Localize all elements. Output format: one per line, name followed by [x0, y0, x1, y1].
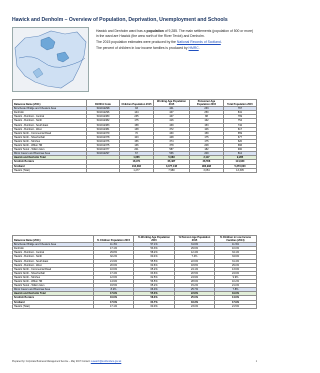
contact-email-link[interactable]: research@scotborders.gov.uk [90, 361, 122, 363]
table-cell: 587 [154, 148, 190, 152]
table-cell: 28.6% [175, 280, 215, 284]
row-label: Hawick and Denholm Total [13, 292, 94, 296]
table-cell: 22.6% [175, 259, 215, 263]
table-cell: 12.4% [175, 251, 215, 255]
table-cell: 1,665 [120, 156, 154, 160]
table-cell: 983,998 [190, 164, 224, 168]
table-cell: 7.4% [175, 255, 215, 259]
table-cell: 14.9% [94, 280, 134, 284]
table-cell: 175 [190, 139, 224, 143]
ward-map-svg [13, 28, 88, 91]
ward-map-image [12, 27, 89, 92]
table-cell: 9.9% [215, 275, 257, 279]
table-cell: 12.6% [94, 275, 134, 279]
row-label: Minto Cavers and Boonraw Area [13, 152, 87, 156]
column-header: Children Population 2015 [120, 100, 154, 107]
table-cell: 62.5% [134, 275, 175, 279]
table-cell: 536 [154, 152, 190, 156]
table-cell: 60.4% [134, 255, 175, 259]
table-cell: 24.9% [175, 275, 215, 279]
table-cell [87, 168, 120, 172]
population-table-body [13, 107, 257, 173]
table-cell: S01012296 [87, 111, 120, 115]
column-header: Working Age Population 2015 [154, 100, 190, 107]
table-cell: 21.5% [215, 304, 257, 308]
intro-text [96, 29, 256, 52]
table-cell: 22.8% [175, 292, 215, 296]
table-cell: 19.5% [94, 284, 134, 288]
percentage-table-body [13, 243, 257, 309]
table-cell: 841 [224, 111, 257, 115]
table-cell: 430 [154, 131, 190, 135]
table-cell: 21.9% [94, 259, 134, 263]
table-cell: S01012297 [87, 152, 120, 156]
intro-source-paragraph [96, 40, 256, 45]
table-cell: 17.1% [94, 304, 134, 308]
intro-hmrc-paragraph [96, 46, 256, 51]
row-label: Bonchester Bridge and Chesters Area [13, 243, 94, 247]
row-label: Hawick North - Commercial Road [13, 267, 94, 271]
table-cell: 18.3% [175, 300, 215, 304]
intro-p1-pre: Hawick and Denholm ward has a [96, 29, 147, 33]
table-cell: 64.7% [134, 300, 175, 304]
footer-text: Prepared by: Corporate Business Management Service – May 2017 Contact: [12, 361, 91, 363]
table-cell: 17.0% [94, 300, 134, 304]
row-label: Scotland [13, 164, 87, 168]
table-cell: 58.2% [134, 251, 175, 255]
column-header: Datazone Name (2011) [13, 100, 87, 107]
table-cell: 208 [190, 144, 224, 148]
table-cell: 70 [120, 131, 154, 135]
row-label: Hawick North - Wilton Hill [13, 280, 94, 284]
table-cell: S01012383 [87, 123, 120, 127]
table-cell: 34.1% [215, 251, 257, 255]
table-cell: 659 [224, 131, 257, 135]
table-cell: 60.0% [134, 304, 175, 308]
table-cell: S01012380 [87, 115, 120, 119]
table-cell: 10.6% [94, 267, 134, 271]
row-label: Hawick - Burnfoot - Central [13, 251, 94, 255]
table-cell: 136 [120, 144, 154, 148]
nrs-link[interactable]: National Records of Scotland [176, 39, 221, 44]
percentage-table-header [13, 236, 257, 243]
table-cell: 28,558 [190, 160, 224, 164]
intro-p2-pre: The 2015 population estimates were produced by the [96, 39, 177, 44]
table-cell: 7,980 [154, 168, 190, 172]
hawick-total-row [13, 304, 257, 308]
row-label: Hawick North - Commercial Road [13, 131, 87, 135]
table-cell: 372 [154, 127, 190, 131]
table-cell: 65.2% [134, 267, 175, 271]
row-label: Hawick - Burnfoot - West [13, 263, 94, 267]
table-cell: S01012376 [87, 139, 120, 143]
table-cell: 441 [154, 107, 190, 111]
table-cell: 153 [190, 123, 224, 127]
table-cell: 812 [224, 152, 257, 156]
table-cell: 14.6% [215, 296, 257, 300]
table-cell: 900 [224, 148, 257, 152]
row-label: Minto Cavers and Boonraw Area [13, 288, 94, 292]
table-cell: 8.2% [94, 288, 134, 292]
table-cell: 769 [224, 115, 257, 119]
row-label: Denholm [13, 111, 87, 115]
row-label: Hawick North - Silverbuthall [13, 135, 87, 139]
row-label: Hawick Teviot - Wilton Glen [13, 148, 87, 152]
table-cell: 175 [120, 119, 154, 123]
page-number: 1 [255, 361, 257, 363]
row-label: Hawick - Burnfoot - South East [13, 259, 94, 263]
table-cell: 447 [154, 111, 190, 115]
table-cell: 114,030 [224, 160, 257, 164]
row-label: Hawick North - Stirches [13, 139, 87, 143]
table-cell: 156 [120, 139, 154, 143]
table-cell: 5,373,000 [224, 164, 257, 168]
table-cell: 32.2% [94, 255, 134, 259]
table-cell: 20.5% [175, 271, 215, 275]
table-cell: 11.3% [94, 243, 134, 247]
row-label: Hawick and Denholm Total [13, 156, 87, 160]
intro-p3-pre: The percent of children in low income families is produced by [96, 45, 189, 50]
table-cell: 23.0% [175, 304, 215, 308]
table-cell: 66.0% [134, 288, 175, 292]
table-cell: 742 [224, 123, 257, 127]
table-cell: 21.0% [215, 284, 257, 288]
table-cell: 24.6% [215, 271, 257, 275]
table-cell: S01012378 [87, 135, 120, 139]
row-label: Scotland [13, 300, 94, 304]
table-cell: 754 [224, 119, 257, 123]
row-label: Hawick North - Stirches [13, 275, 94, 279]
table-cell: 378 [154, 144, 190, 148]
table-cell: 10.2% [215, 280, 257, 284]
table-cell: 13.6% [215, 267, 257, 271]
table-cell: 235 [120, 115, 154, 119]
hawick-total-row [13, 168, 257, 172]
row-label: Hawick (Total) [13, 168, 87, 172]
table-cell: 2,117 [190, 156, 224, 160]
table-cell: 201 [120, 148, 154, 152]
table-cell: 31.4% [215, 259, 257, 263]
row-label: Hawick North - Silverbuthall [13, 271, 94, 275]
table-cell: 439 [154, 123, 190, 127]
table-cell: 29.0% [215, 263, 257, 267]
column-header: % Children Population 2015 [94, 236, 134, 243]
table-cell: 19.6% [215, 292, 257, 296]
table-cell: 66,487 [154, 160, 190, 164]
table-cell: 5,083 [154, 156, 190, 160]
row-label: Hawick - Burnfoot - North [13, 255, 94, 259]
table-cell: 182 [190, 148, 224, 152]
row-label: Scottish Borders [13, 160, 87, 164]
table-cell: S01012382 [87, 119, 120, 123]
table-cell: 31.6% [175, 243, 215, 247]
table-cell: 17.9% [215, 300, 257, 304]
row-label: Denholm [13, 247, 94, 251]
table-cell: 103 [120, 135, 154, 139]
table-cell: 159 [190, 131, 224, 135]
table-cell: 93 [120, 107, 154, 111]
intro-population-paragraph [96, 29, 256, 38]
row-label: Bonchester Bridge and Chesters Area [13, 107, 87, 111]
row-label: Hawick - Burnfoot - Central [13, 115, 87, 119]
table-cell: 9,285 [224, 156, 257, 160]
table-cell: 18.8% [175, 263, 215, 267]
column-header: % Working Age Population 2015 [134, 236, 175, 243]
table-cell: 3,054 [190, 168, 224, 172]
table-cell: 767 [224, 107, 257, 111]
table-cell: 620 [224, 139, 257, 143]
table-cell: 912,382 [120, 164, 154, 168]
row-label: Hawick North - Wilton Hill [13, 144, 87, 148]
table-cell: 250 [190, 111, 224, 115]
table-cell: 209 [190, 152, 224, 156]
table-cell: 677 [224, 135, 257, 139]
percentage-table [12, 235, 257, 309]
table-cell: 55.3% [134, 292, 175, 296]
table-cell: 7.8% [215, 288, 257, 292]
table-cell: 233 [190, 107, 224, 111]
population-bold: population [146, 29, 164, 33]
table-cell: 17.4% [94, 271, 134, 275]
table-cell: 15.2% [175, 284, 215, 288]
table-cell: 67 [120, 152, 154, 156]
table-cell: 447 [154, 115, 190, 119]
table-cell: 666 [224, 144, 257, 148]
table-cell: 416 [154, 119, 190, 123]
intro-p2-post: . [220, 39, 222, 44]
page-footer [12, 361, 257, 363]
table-cell: 175 [190, 135, 224, 139]
table-cell: 17.1% [94, 247, 134, 251]
table-cell: 60.6% [134, 263, 175, 267]
column-header: % Children in Low Income Families (2014) [215, 236, 257, 243]
row-label: Hawick Teviot - Wilton Glen [13, 284, 94, 288]
table-cell: 29.8% [94, 251, 134, 255]
table-cell: S01012379 [87, 131, 120, 135]
table-cell: 158 [120, 123, 154, 127]
table-cell: 17.9% [94, 292, 134, 296]
table-cell: 448 [154, 135, 190, 139]
table-cell: 1,277 [120, 168, 154, 172]
column-header: Pensioner Age Population 2015 [190, 100, 224, 107]
table-cell: 18,971 [120, 160, 154, 164]
column-header: Total Population 2015 [224, 100, 257, 107]
table-cell: 29.6% [175, 247, 215, 251]
table-cell: 10.0% [215, 247, 257, 251]
intro-p1-post: of 9,285. The main settlements (population of 500 or more) in the ward are Hawick (the area north of the River Teviot) and Denholm. [96, 29, 254, 38]
table-cell: 24.1% [175, 267, 215, 271]
table-cell: 3,477,148 [154, 164, 190, 168]
population-table-header [13, 100, 257, 107]
table-cell: 25.7% [175, 288, 215, 292]
table-cell: S01012298 [87, 107, 120, 111]
table-cell: 20.6% [94, 263, 134, 267]
table-cell: 162 [190, 119, 224, 123]
table-cell: 617 [224, 127, 257, 131]
row-label: Hawick - Burnfoot - South East [13, 123, 87, 127]
table-cell: 88 [190, 115, 224, 119]
row-label: Hawick - Burnfoot - North [13, 119, 87, 123]
table-cell: 13,305 [224, 168, 257, 172]
hmrc-link[interactable]: HMRC [188, 45, 199, 50]
table-cell: 25.0% [175, 296, 215, 300]
page-title: Hawick and Denholm – Overview of Population, Deprivation, Unemployment and Schools [12, 17, 228, 23]
column-header: DZ2011 Code [87, 100, 120, 107]
table-cell: 374 [154, 139, 190, 143]
table-cell: 16.6% [94, 296, 134, 300]
population-table [12, 99, 257, 173]
table-cell: 53.3% [134, 247, 175, 251]
column-header: % Pension Age Population 2015 [175, 236, 215, 243]
table-cell: 11.9% [215, 243, 257, 247]
table-cell: 106 [190, 127, 224, 131]
table-cell: 58.3% [134, 296, 175, 300]
table-cell: S01012377 [87, 148, 120, 152]
table-cell: 57.1% [134, 243, 175, 247]
row-label: Hawick (Total) [13, 304, 94, 308]
table-cell: 34.6% [215, 255, 257, 259]
intro-p3-post: . [198, 45, 200, 50]
column-header: Datazone Name (2011) [13, 236, 94, 243]
table-cell: 56.5% [134, 280, 175, 284]
table-cell: 55.5% [134, 259, 175, 263]
table-cell: S01012381 [87, 127, 120, 131]
table-cell: 144 [120, 111, 154, 115]
table-cell: 65.2% [134, 284, 175, 288]
row-label: Hawick - Burnfoot - West [13, 127, 87, 131]
table-cell: 63.6% [134, 271, 175, 275]
table-cell: S01012375 [87, 144, 120, 148]
table-cell: 138 [120, 127, 154, 131]
row-label: Scottish Borders [13, 296, 94, 300]
